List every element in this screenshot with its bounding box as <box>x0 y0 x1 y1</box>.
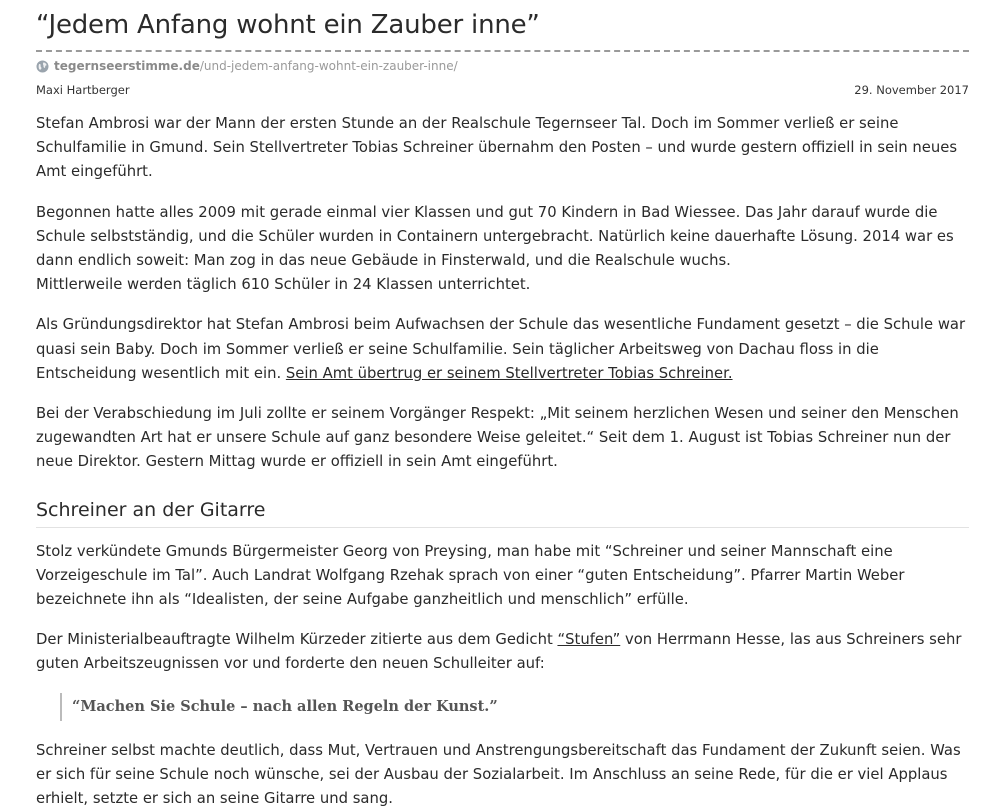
source-domain: tegernseerstimme.de <box>54 59 200 73</box>
poem-link[interactable]: “Stufen” <box>557 631 621 649</box>
paragraph <box>36 201 969 298</box>
related-article-link[interactable]: Sein Amt übertrug er seinem Stellvertreter Tobias Schreiner. <box>285 364 733 382</box>
paragraph: Bei der Verabschiedung im Juli zollte er seinem Vorgänger Respekt: „Mit seinem herzlichen Wesen und seiner den Menschen zugewandten Art hat er unsere Schule auf ganz besondere Weise geleitet.“ Seit dem 1. August ist Tobias Schreiner nun der neue Direktor. Gestern Mittag wurde er offiziell in sein Amt eingeführt. <box>36 405 959 471</box>
title-divider <box>36 50 969 52</box>
page-title: “Jedem Anfang wohnt ein Zauber inne” <box>36 10 540 40</box>
paragraph: Stolz verkündete Gmunds Bürgermeister Georg von Preysing, man habe mit “Schreiner und seiner Mannschaft eine Vorzeigeschule im Tal”. Auch Landrat Wolfgang Rzehak sprach von einer “guten Entscheidung”. Pfarrer Martin Weber bezeichnete ihn als “Idealisten, der seine Aufgabe ganzheitlich und menschlich” erfülle. <box>36 542 905 609</box>
paragraph <box>36 628 969 676</box>
source-link[interactable] <box>36 58 969 74</box>
paragraph-text: Mittlerweile werden täglich 610 Schüler in 24 Klassen unterrichtet. <box>36 276 531 294</box>
paragraph: Schreiner selbst machte deutlich, dass Mut, Vertrauen und Anstrengungsbereitschaft das Fundament der Zukunft seien. Was er sich für seine Schule noch wünsche, sei der Ausbau der Sozialarbeit. Im Anschluss an seine Rede, für die er viel Applaus erhielt, setzte er sich an seine Gitarre und sang. <box>36 741 961 808</box>
paragraph-text: Begonnen hatte alles 2009 mit gerade einmal vier Klassen und gut 70 Kindern in Bad Wiessee. Das Jahr darauf wurde die Schule selbstständig, und die Schüler wurden in Containern untergebracht. Natürlich keine dauerhafte Lösung. 2014 war es dann endlich soweit: Man zog in das neue Gebäude in Finsterwald, und die Realschule wuchs. <box>36 203 954 270</box>
paragraph <box>36 313 969 386</box>
paragraph-text: von Herrmann Hesse, las aus Schreiners sehr guten Arbeitszeugnissen vor und forderte den neuen Schulleiter auf: <box>36 631 962 673</box>
article-meta <box>36 82 969 98</box>
author-name: Maxi Hartberger <box>36 83 130 97</box>
section-heading: Schreiner an der Gitarre <box>36 496 969 528</box>
paragraph-text: Als Gründungsdirektor hat Stefan Ambrosi beim Aufwachsen der Schule das wesentliche Fundament gesetzt – die Schule war quasi sein Baby. Doch im Sommer verließ er seine Schulfamilie. Sein täglicher Arbeitsweg von Dachau floss in die Entscheidung wesentlich mit ein. <box>36 316 966 382</box>
source-path: /und-jedem-anfang-wohnt-ein-zauber-inne/ <box>199 59 458 73</box>
paragraph: Stefan Ambrosi war der Mann der ersten Stunde an der Realschule Tegernseer Tal. Doch im Sommer verließ er seine Schulfamilie in Gmund. Sein Stellvertreter Tobias Schreiner übernahm den Posten – und wurde gestern offiziell in sein neues Amt eingeführt. <box>36 115 958 181</box>
paragraph-text: Der Ministerialbeauftragte Wilhelm Kürzeder zitierte aus dem Gedicht <box>36 631 558 649</box>
publish-date: 29. November 2017 <box>854 83 969 97</box>
blockquote: “Machen Sie Schule – nach allen Regeln der Kunst.” <box>60 693 969 721</box>
globe-icon <box>36 60 49 73</box>
